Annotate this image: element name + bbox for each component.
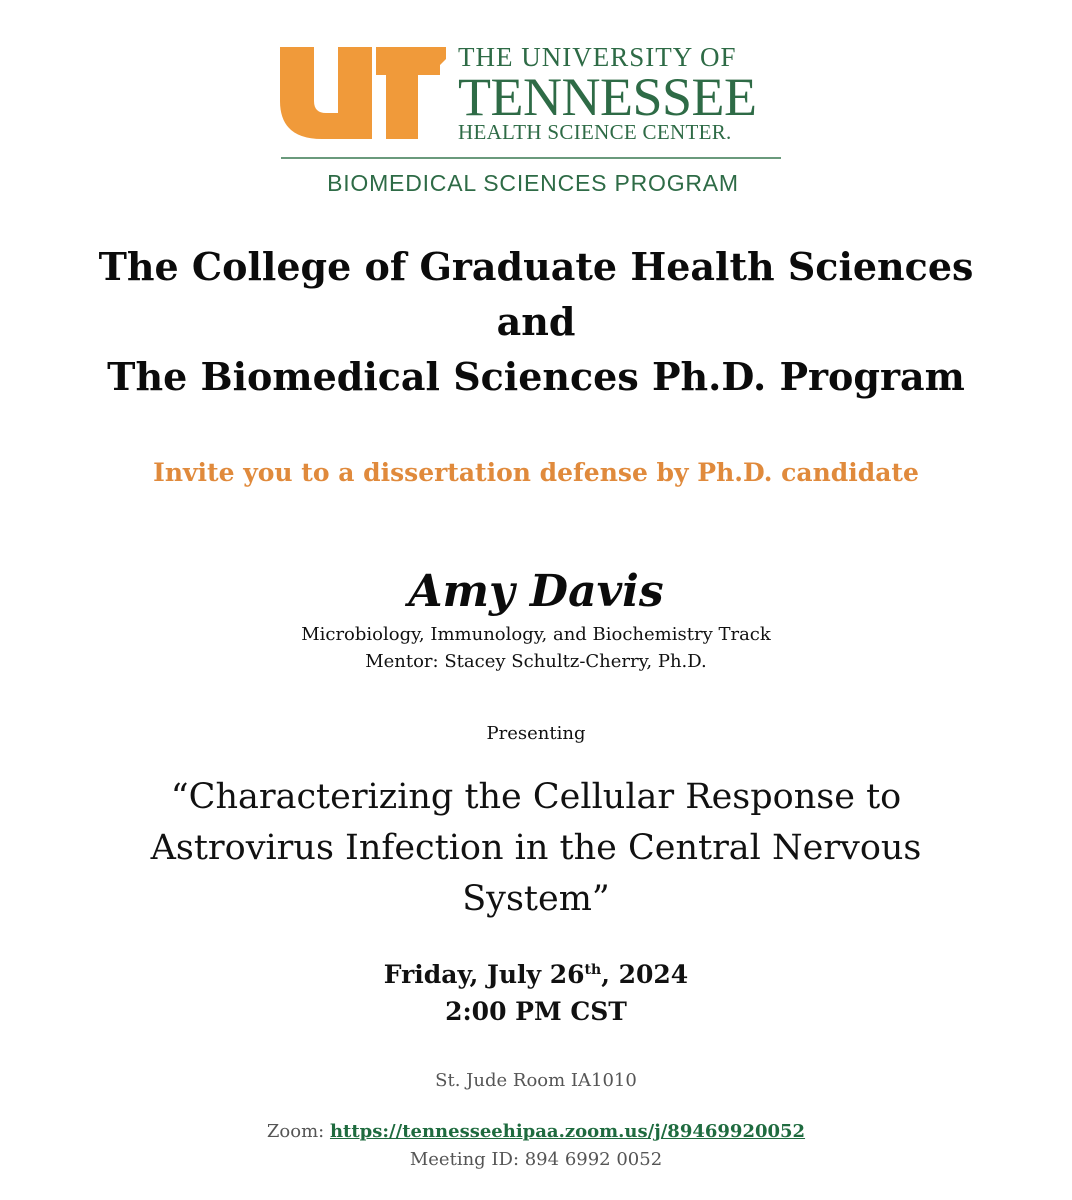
- meeting-id: Meeting ID: 894 6992 0052: [409, 1149, 663, 1170]
- candidate-mentor: Mentor: Stacey Schultz-Cherry, Ph.D.: [365, 651, 707, 672]
- heading-college: The College of Graduate Health Sciences: [98, 244, 974, 289]
- heading-program: The Biomedical Sciences Ph.D. Program: [107, 354, 965, 399]
- event-date-ordinal: th: [584, 962, 602, 978]
- event-date-prefix: Friday, July 26: [383, 960, 585, 989]
- zoom-label: Zoom:: [266, 1121, 330, 1142]
- event-time: 2:00 PM CST: [445, 997, 627, 1026]
- event-room: St. Jude Room IA1010: [435, 1070, 637, 1091]
- ut-monogram-icon: [278, 45, 448, 145]
- logo-state-line: TENNESSEE: [458, 67, 757, 127]
- heading-and: and: [496, 299, 576, 344]
- presenting-label: Presenting: [486, 723, 586, 744]
- logo-program-line: BIOMEDICAL SCIENCES PROGRAM: [327, 170, 739, 196]
- event-date-year: , 2024: [601, 960, 689, 989]
- candidate-track: Microbiology, Immunology, and Biochemistry Track: [301, 624, 771, 645]
- logo-center-line: HEALTH SCIENCE CENTER.: [458, 120, 732, 144]
- event-date: [0, 960, 1072, 989]
- candidate-name: Amy Davis: [408, 566, 664, 617]
- uthsc-logo: [278, 42, 788, 202]
- logo-university-line: THE UNIVERSITY OF: [458, 42, 737, 72]
- logo-divider: [281, 157, 781, 159]
- zoom-line: [0, 1121, 1072, 1142]
- zoom-link[interactable]: https://tennesseehipaa.zoom.us/j/89469920052: [329, 1121, 806, 1142]
- dissertation-title: “Characterizing the Cellular Response to Astrovirus Infection in the Central Nervous System”: [150, 777, 922, 919]
- invite-text: Invite you to a dissertation defense by Ph.D. candidate: [153, 458, 919, 487]
